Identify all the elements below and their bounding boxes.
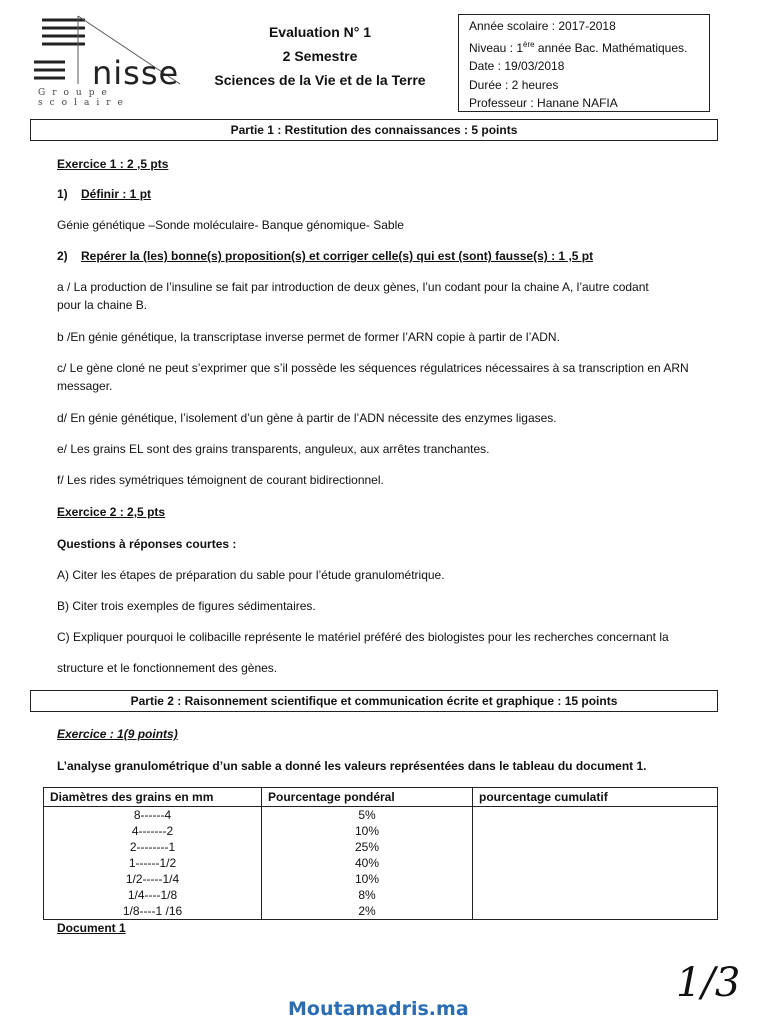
question-a: A) Citer les étapes de préparation du sable pour l’étude granulométrique. [57,568,445,582]
weight-cell: 40% [262,855,473,871]
weight-cell: 25% [262,839,473,855]
cumulative-cell [473,887,718,903]
question-c-line2: structure et le fonctionnement des gènes. [57,661,278,675]
proposition-e: e/ Les grains EL sont des grains transparents, anguleux, aux arrêtes tranchantes. [57,442,490,456]
part2-heading: Partie 2 : Raisonnement scientifique et communication écrite et graphique : 15 points [30,690,718,712]
question-b: B) Citer trois exemples de figures sédimentaires. [57,599,316,613]
diameter-cell: 1/8----1 /16 [44,903,262,920]
diameter-cell: 2--------1 [44,839,262,855]
table-header-row [44,788,718,807]
school-logo [30,14,190,108]
col-weight-header: Pourcentage pondéral [262,788,473,807]
level: Niveau : 1ère année Bac. Mathématiques. [469,39,688,55]
question1-terms: Génie génétique –Sonde moléculaire- Banque génomique- Sable [57,218,404,232]
table-row [44,807,718,824]
cumulative-cell [473,839,718,855]
table-row [44,903,718,920]
diameter-cell: 4-------2 [44,823,262,839]
proposition-a-line1: a / La production de l’insuline se fait par introduction de deux gènes, l’un codant pour la chaine A, l’autre codant [57,280,649,294]
logo-subtitle: Groupe scolaire [38,88,130,108]
question-c-line1: C) Expliquer pourquoi le colibacille représente le matériel préféré des biologistes pour les recherches concernant la [57,630,669,644]
proposition-d: d/ En génie génétique, l’isolement d’un gène à partir de l’ADN nécessite des enzymes ligases. [57,411,557,425]
cumulative-cell [473,855,718,871]
weight-cell: 5% [262,807,473,824]
diameter-cell: 8------4 [44,807,262,824]
weight-cell: 2% [262,903,473,920]
question2: 2) Repérer la (les) bonne(s) proposition(s) et corriger celle(s) qui est (sont) fausse(s) : 1 ,5 pt [57,249,594,263]
cumulative-cell [473,903,718,920]
weight-cell: 8% [262,887,473,903]
exercise2-subtitle: Questions à réponses courtes : [57,537,237,551]
granulometry-table [43,787,718,920]
exam-date: Date : 19/03/2018 [469,59,565,73]
exercise2-title: Exercice 2 : 2,5 pts [57,505,166,519]
exam-title: Evaluation N° 1 [268,24,372,40]
col-cumulative-header: pourcentage cumulatif [473,788,718,807]
footer-logo: Moutamadris.ma [288,998,469,1020]
subject-title: Sciences de la Vie et de la Terre [214,72,426,88]
proposition-a-line2: pour la chaine B. [57,298,148,312]
table-row [44,855,718,871]
teacher: Professeur : Hanane NAFIA [469,96,618,110]
proposition-c-line1: c/ Le gène cloné ne peut s’exprimer que s’il possède les séquences régulatrices nécessaires à sa transcription en ARN [57,361,689,375]
school-year: Année scolaire : 2017-2018 [469,19,616,33]
table-row [44,871,718,887]
cumulative-cell [473,807,718,824]
table-row [44,823,718,839]
diameter-cell: 1/2-----1/4 [44,871,262,887]
table-row [44,839,718,855]
col-diameter-header: Diamètres des grains en mm [44,788,262,807]
logo-name: nisse [92,54,180,92]
table-row [44,887,718,903]
exercise1-title: Exercice 1 : 2 ,5 pts [57,157,169,171]
part2-intro: L’analyse granulométrique d’un sable a donné les valeurs représentées dans le tableau du document 1. [57,759,647,773]
diameter-cell: 1------1/2 [44,855,262,871]
document-label: Document 1 [57,921,126,935]
diameter-cell: 1/4----1/8 [44,887,262,903]
proposition-f: f/ Les rides symétriques témoignent de courant bidirectionnel. [57,473,384,487]
cumulative-cell [473,823,718,839]
cumulative-cell [473,871,718,887]
question1: 1) Définir : 1 pt [57,187,152,201]
part1-heading: Partie 1 : Restitution des connaissances : 5 points [30,119,718,141]
proposition-b: b /En génie génétique, la transcriptase inverse permet de former l’ARN copie à partir de l’ADN. [57,330,560,344]
weight-cell: 10% [262,823,473,839]
semester-title: 2 Semestre [282,48,358,64]
proposition-c-line2: messager. [57,379,113,393]
part2-exercise-title: Exercice : 1(9 points) [57,727,178,741]
duration: Durée : 2 heures [469,77,559,92]
page-number: 1/3 [676,960,741,1006]
weight-cell: 10% [262,871,473,887]
exam-info-box [458,14,710,112]
